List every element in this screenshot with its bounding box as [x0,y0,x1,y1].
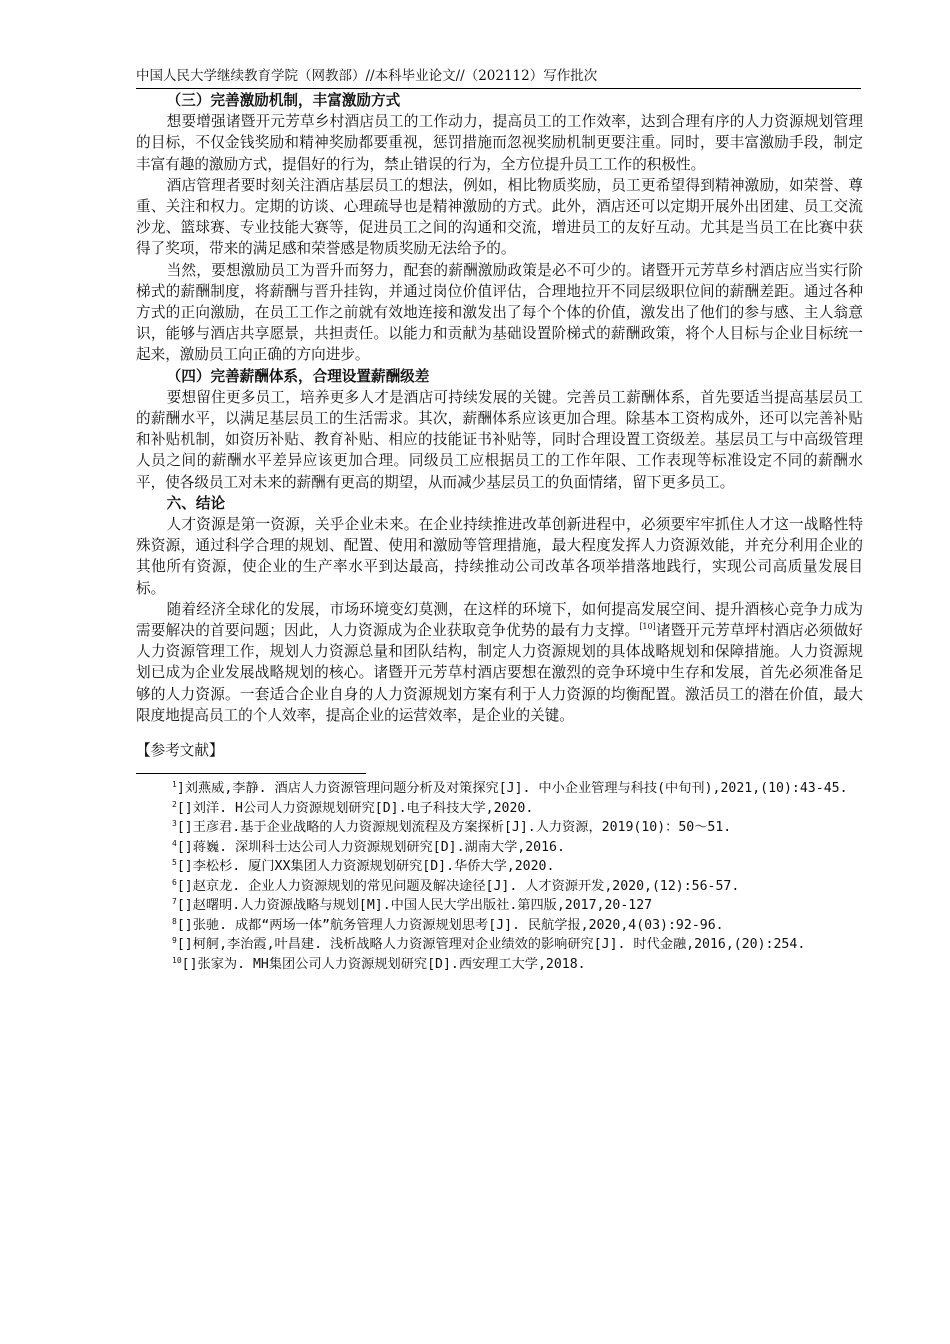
footnote-text: []刘洋. H公司人力资源规划研究[D].电子科技大学,2020. [176,800,534,816]
footnote-item [136,799,863,819]
footnote-number: 3 [172,819,177,828]
footnote-text: []赵曙明.人力资源战略与规划[M].中国人民大学出版社.第四版,2017,20-127 [176,898,653,913]
footnote-item [136,857,863,877]
paragraph: 当然，要想激励员工为晋升而努力，配套的薪酬激励政策是必不可少的。诸暨开元芳草乡村酒店应当实行阶梯式的薪酬制度，将薪酬与晋升挂钩，并通过岗位价值评估，合理地拉开不同层级职位间的薪酬差距。通过各种方式的正向激励，在员工工作之前就有效地连接和激发出了每个个体的价值，激发出了他们的参与感、主人翁意识，能够与酒店共享愿景，共担责任。以能力和贡献为基础设置阶梯式的薪酬政策，将个人目标与企业目标统一起来，激励员工向正确的方向进步。 [136,261,863,364]
section-heading-4: （四）完善薪酬体系，合理设置薪酬级差 [166,367,430,385]
paragraph-part: 随着经济全球化的发展，市场环境变幻莫测，在这样的环境下，如何提高发展空间、提升酒核心竞争力成为需要解决的首要问题；因此，人力资源成为企业获取竞争优势的最有力支撑。 [136,600,863,640]
footnote-text: ]刘燕威,李静. 酒店人力资源管理问题分析及对策探究[J]. 中小企业管理与科技(中旬刊),2021,(10):43-45. [176,781,848,796]
footnote-text: []李松杉. 厦门XX集团人力资源规划研究[D].华侨大学,2020. [176,859,555,874]
section-heading-3: （三）完善激励机制，丰富激励方式 [166,92,401,109]
footnotes [136,779,863,974]
footnote-number: 2 [172,799,177,809]
paragraph: 人才资源是第一资源，关乎企业未来。在企业持续推进改革创新进程中，必须要牢牢抓住人才这一战略性特殊资源，通过科学合理的规划、配置、使用和激励等管理措施，最大程度发挥人力资源效能，并充分利用企业的其他所有资源，使企业的生产率水平到达最高，持续推动公司改革各项举措落地践行，实现公司高质量发展目标。 [136,516,863,597]
footnote-item [136,779,863,799]
footnote-item [136,838,863,858]
references-title: 【参考文献】 [136,742,224,759]
paragraph: 酒店管理者要时刻关注酒店基层员工的想法，例如，相比物质奖励，员工更希望得到精神激励，如荣誉、尊重、关注和权力。定期的访谈、心理疏导也是精神激励的方式。此外，酒店还可以定期开展外出团建、员工交流沙龙、篮球赛、专业技能大赛等，促进员工之间的沟通和交流，增进员工的友好互动。尤其是当员工在比赛中获得了奖项，带来的满足感和荣誉感是物质奖励无法给予的。 [136,176,863,258]
citation-marker: [10] [639,622,656,632]
footnote-number: 10 [172,955,182,965]
paragraph: 想要增强诸暨开元芳草乡村酒店员工的工作动力，提高员工的工作效率，达到合理有序的人力资源规划管理的目标，不仅金钱奖励和精神奖励都要重视，惩罚措施而忽视奖励机制更要注重。同时，要丰富激励手段，制定丰富有趣的激励方式，提倡好的行为，禁止错误的行为，全方位提升员工工作的积极性。 [136,113,863,173]
footnote-text: []王彦君.基于企业战略的人力资源规划流程及方案探析[J].人力资源，2019(10)：50～51. [176,820,732,835]
paragraph-part: 诸暨开元芳草坪村酒店必须做好人力资源管理工作，规划人力资源总量和团队结构，制定人力资源规划的具体战略规划和保障措施。人力资源规划已成为企业发展战略规划的核心。诸暨开元芳草村酒店要想在激烈的竞争环境中生存和发展，首先必须准备足够的人力资源。一套适合企业自身的人力资源规划方案有利于人力资源的均衡配置。激活员工的潜在价值，最大限度地提高员工的个人效率，提高企业的运营效率，是企业的关键。 [136,622,863,724]
footnote-number: 1 [172,780,177,789]
footnote-item [136,916,863,936]
footnote-number: 7 [172,897,177,906]
paragraph [136,599,863,726]
footnote-text: []张驰. 成都“两场一体”航务管理人力资源规划思考[J]. 民航学报,2020,4(03):92-96. [176,917,724,933]
footnote-item [136,955,863,975]
header-rule [136,88,861,89]
footnote-number: 4 [172,838,177,848]
footnote-number: 6 [172,877,177,887]
footnote-text: []张家为. MH集团公司人力资源规划研究[D].西安理工大学,2018. [181,956,586,972]
footnote-rule [136,773,366,774]
body-text [136,90,863,726]
footnote-number: 5 [172,858,177,867]
running-header: 中国人民大学继续教育学院（网教部）//本科毕业论文//（202112）写作批次 [136,68,598,84]
footnote-text: []蒋巍. 深圳科士达公司人力资源规划研究[D].湖南大学,2016. [176,839,565,855]
footnote-text: []柯舸,李治霞,叶昌建. 浅析战略人力资源管理对企业绩效的影响研究[J]. 时代金融,2016,(20):254. [176,937,806,952]
conclusion-heading: 六、结论 [166,494,226,512]
footnote-item [136,818,863,838]
footnote-number: 8 [172,916,177,926]
paragraph: 要想留住更多员工，培养更多人才是酒店可持续发展的关键。完善员工薪酬体系，首先要适当提高基层员工的薪酬水平，以满足基层员工的生活需求。其次，薪酬体系应该更加合理。除基本工资构成外，还可以完善补贴和补贴机制，如资历补贴、教育补贴、相应的技能证书补贴等，同时合理设置工资级差。基层员工与中高级管理人员之间的薪酬水平差异应该更加合理。同级员工应根据员工的工作年限、工作表现等标准设定不同的薪酬水平，使各级员工对未来的薪酬有更高的期望，从而减少基层员工的负面情绪，留下更多员工。 [136,388,863,491]
footnote-item [136,935,863,955]
footnote-item [136,896,863,916]
footnote-item [136,877,863,897]
footnote-text: []赵京龙. 企业人力资源规划的常见问题及解决途径[J]. 人才资源开发,2020,(12):56-57. [176,878,740,894]
footnote-number: 9 [172,936,177,945]
